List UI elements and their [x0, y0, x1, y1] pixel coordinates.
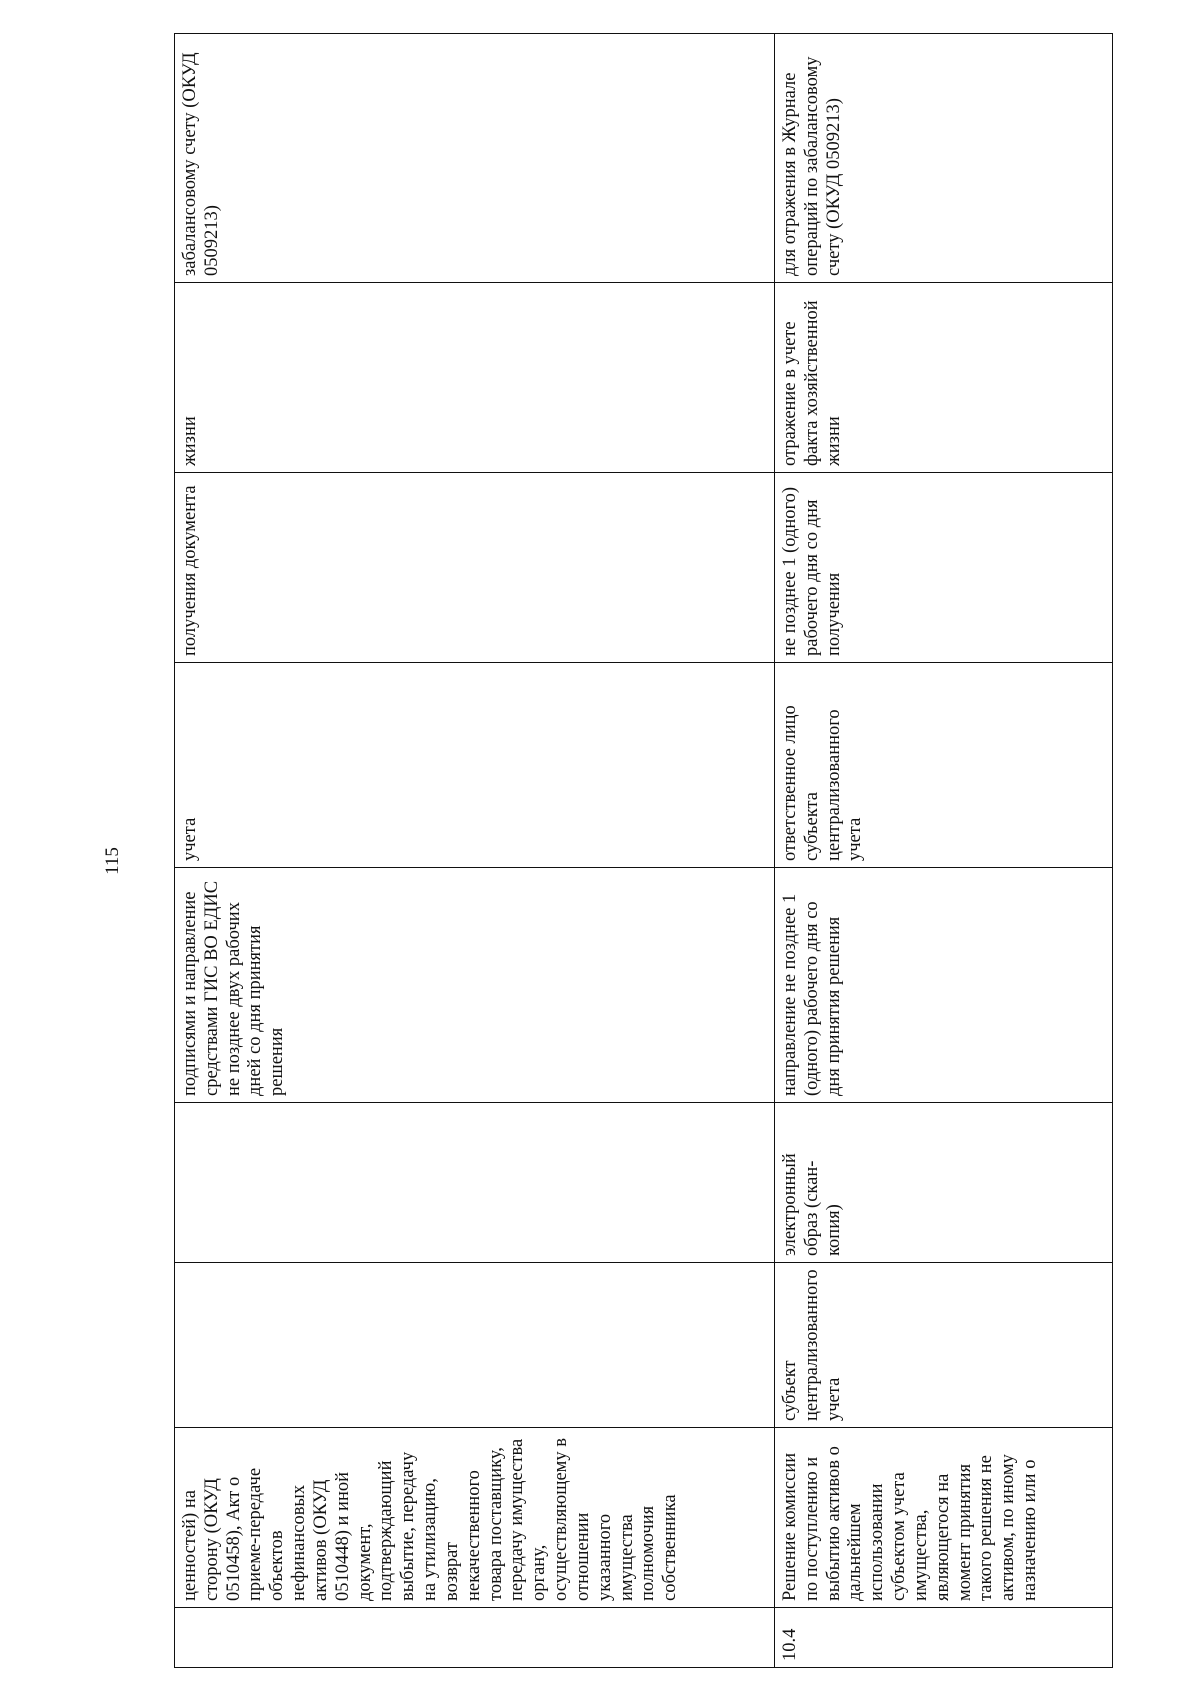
recipient-cell: ответственное лицо субъекта централизованного учета [775, 663, 1113, 868]
row-number-cell [175, 1608, 775, 1668]
document-cell: Решение комиссии по поступлению и выбытию активов о дальнейшем использовании субъектом учета имущества, являющегося на момент принятия такого решения не активом, по иному назначению или о [775, 1428, 1113, 1608]
creator-cell: субъект централизованного учета [775, 1263, 1113, 1428]
processing-deadline-cell: не позднее 1 (одного) рабочего дня со дня получения [775, 473, 1113, 663]
purpose-cell: забалансовому счету (ОКУД 0509213) [175, 34, 775, 283]
format-cell: электронный образ (скан-копия) [775, 1103, 1113, 1263]
rotated-table-container [174, 34, 1112, 1668]
table-row [775, 34, 1113, 1668]
format-cell [175, 1103, 775, 1263]
processing-deadline-cell: получения документа [175, 473, 775, 663]
document-cell: ценностей) на сторону (ОКУД 0510458), Акт о приеме-передаче объектов нефинансовых активов (ОКУД 0510448) и иной документ, подтверждающий выбытие, передачу на утилизацию, возврат некачественного товара поставщику, передачу имущества органу, осуществляющему в отношении указанного имущества полномочия собственника [175, 1428, 775, 1608]
document-flow-table [174, 33, 1113, 1668]
action-cell: отражение в учете факта хозяйственной жизни [775, 283, 1113, 473]
page-number: 115 [102, 847, 123, 875]
transfer-deadline-cell: направление не позднее 1 (одного) рабочего дня со дня принятия решения [775, 868, 1113, 1103]
table-row [175, 34, 775, 1668]
transfer-deadline-cell: подписями и направление средствами ГИС ВО ЕДИС не позднее двух рабочих дней со дня принятия решения [175, 868, 775, 1103]
creator-cell [175, 1263, 775, 1428]
purpose-cell: для отражения в Журнале операций по забалансовому счету (ОКУД 0509213) [775, 34, 1113, 283]
row-number-cell: 10.4 [775, 1608, 1113, 1668]
action-cell: жизни [175, 283, 775, 473]
recipient-cell: учета [175, 663, 775, 868]
